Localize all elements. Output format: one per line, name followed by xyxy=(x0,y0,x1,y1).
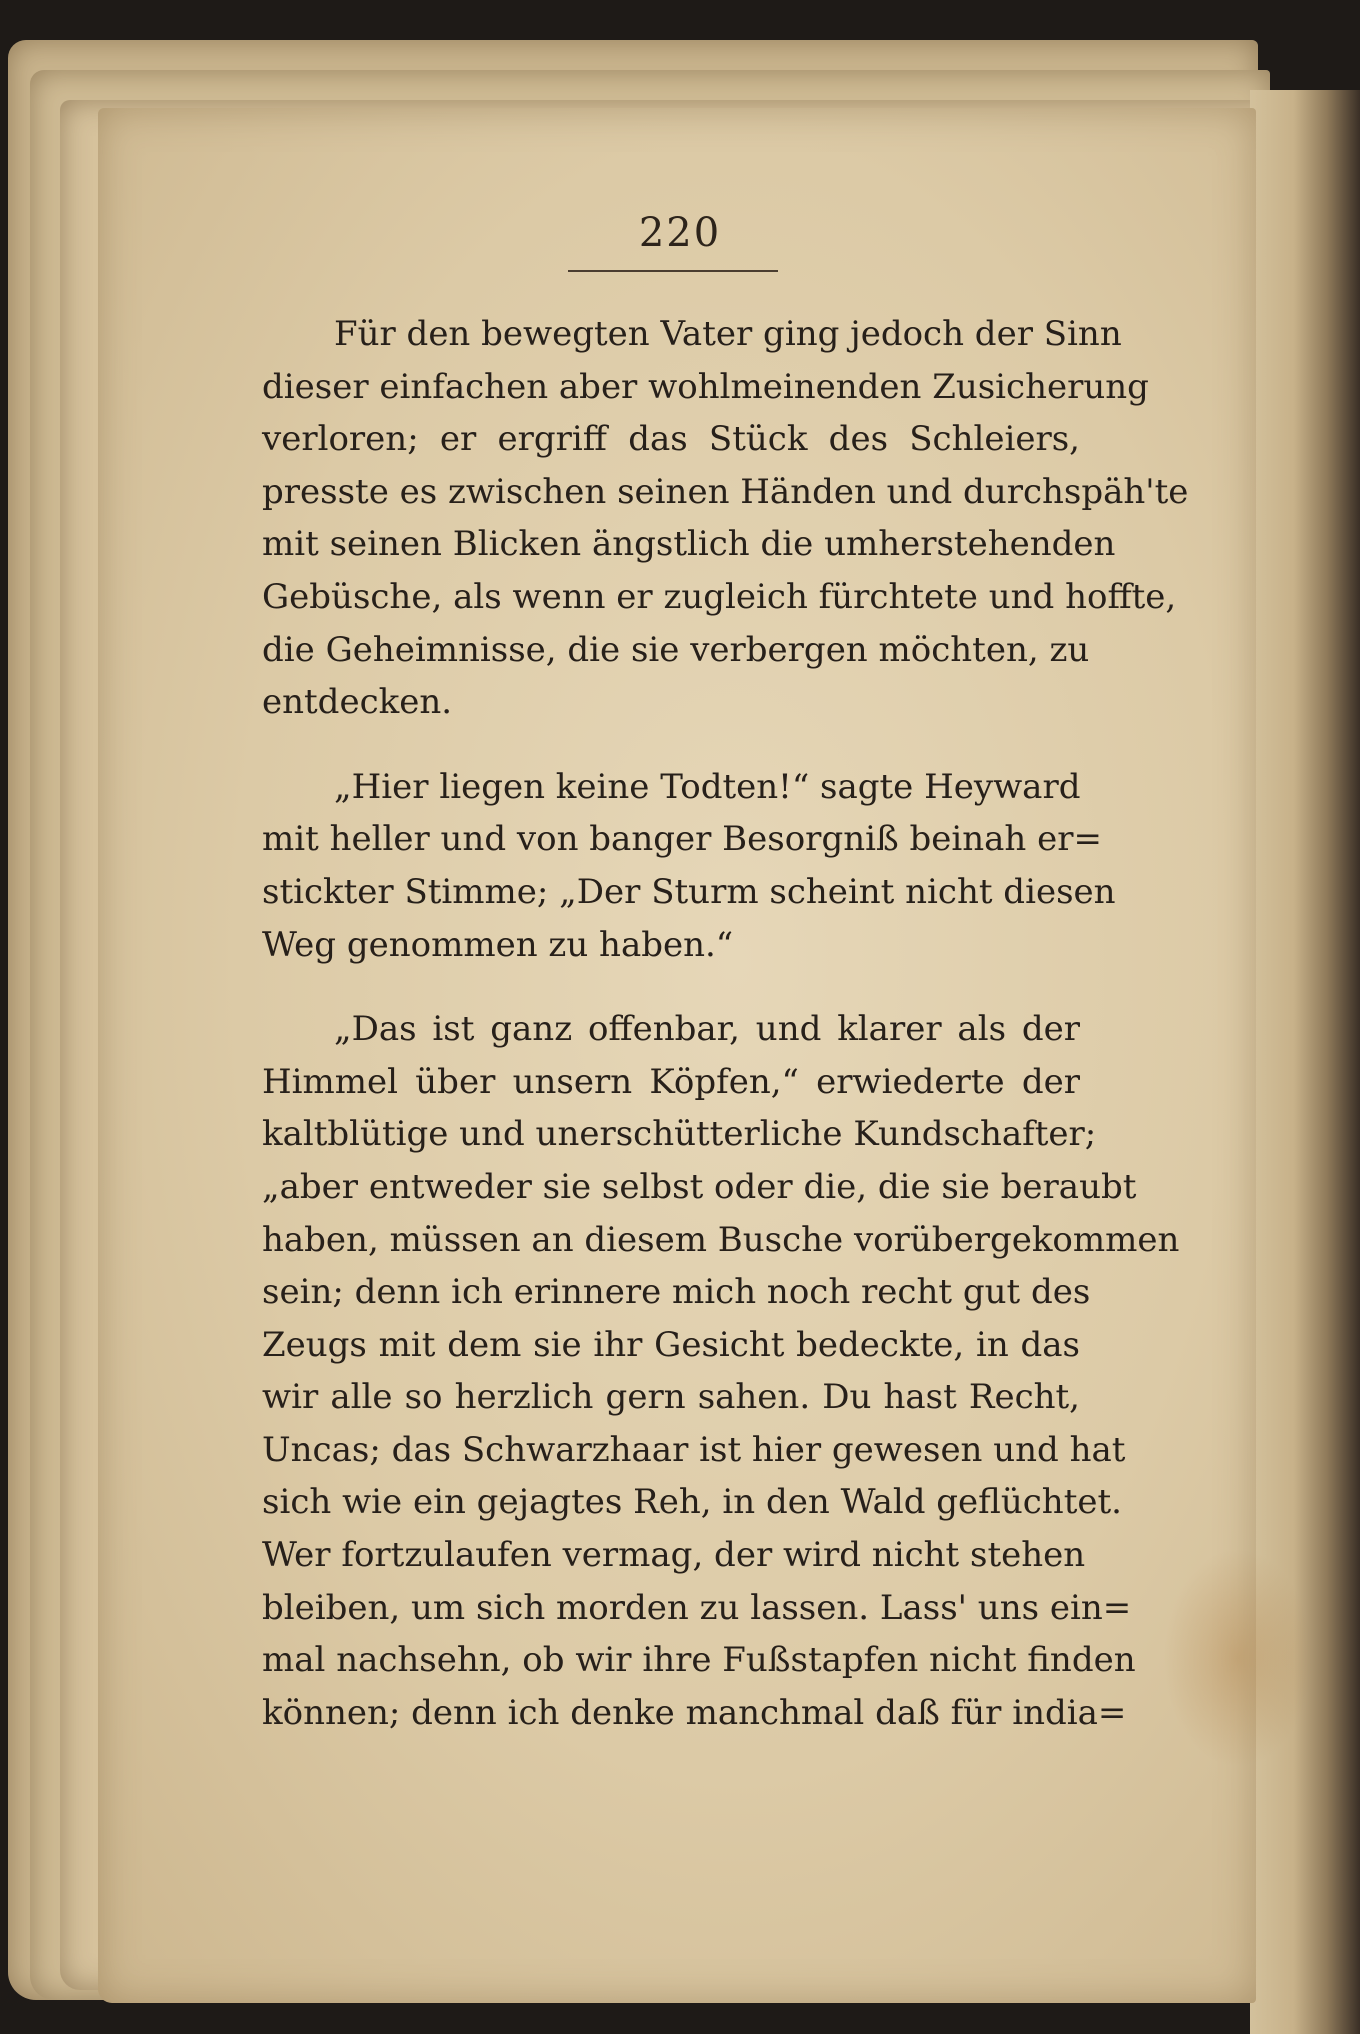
text-line: kaltblütige und unerschütterliche Kundschafter; xyxy=(262,1114,1097,1155)
text-line: Für den bewegten Vater ging jedoch der Sinn xyxy=(334,314,1122,354)
text-line: Weg genommen zu haben.“ xyxy=(262,924,734,965)
text-line: Uncas; das Schwarzhaar ist hier gewesen und hat xyxy=(262,1429,1126,1470)
text-line: Wer fortzulaufen vermag, der wird nicht stehen xyxy=(262,1535,1086,1576)
text-line: sein; denn ich erinnere mich noch recht gut des xyxy=(262,1272,1091,1313)
text-line: „Hier liegen keine Todten!“ sagte Heyward xyxy=(334,766,1081,807)
page-number: 220 xyxy=(638,210,722,256)
paper-stain xyxy=(1163,1548,1313,1768)
text-line: presste es zwischen seinen Händen und durchspäh'te xyxy=(262,471,1189,512)
text-line: sich wie ein gejagtes Reh, in den Wald geflüchtet. xyxy=(262,1482,1122,1523)
text-line: Himmel über unsern Köpfen,“ erwiederte der xyxy=(262,1061,1080,1102)
text-line: Zeugs mit dem sie ihr Gesicht bedeckte, in das xyxy=(262,1324,1080,1365)
text-line: wir alle so herzlich gern sahen. Du hast Recht, xyxy=(262,1377,1080,1418)
text-line: die Geheimnisse, die sie verbergen möchten, zu xyxy=(262,629,1090,670)
text-line: entdecken. xyxy=(262,682,453,723)
paragraph-gap xyxy=(262,729,1080,761)
text-line: „Das ist ganz offenbar, und klarer als der xyxy=(334,1009,1080,1050)
text-line: Gebüsche, als wenn er zugleich fürchtete und hoffte, xyxy=(262,576,1177,617)
text-line: mal nachsehn, ob wir ihre Fußstapfen nicht finden xyxy=(262,1640,1136,1681)
text-line: „aber entweder sie selbst oder die, die sie beraubt xyxy=(262,1166,1137,1207)
text-line: können; denn ich denke manchmal daß für india= xyxy=(262,1692,1127,1733)
text-line: mit heller und von banger Besorgniß beinah er= xyxy=(262,819,1102,860)
text-line: stickter Stimme; „Der Sturm scheint nicht diesen xyxy=(262,871,1116,912)
text-line: mit seinen Blicken ängstlich die umherstehenden xyxy=(262,524,1116,565)
text-line: verloren; er ergriff das Stück des Schleiers, xyxy=(262,419,1080,460)
paragraph-gap xyxy=(262,971,1080,1003)
header-rule xyxy=(568,270,778,272)
body-text xyxy=(262,308,1189,1739)
text-line: haben, müssen an diesem Busche vorübergekommen xyxy=(262,1219,1180,1260)
text-line: dieser einfachen aber wohlmeinenden Zusicherung xyxy=(262,366,1149,407)
text-line: bleiben, um sich morden zu lassen. Lass' uns ein= xyxy=(262,1587,1132,1628)
